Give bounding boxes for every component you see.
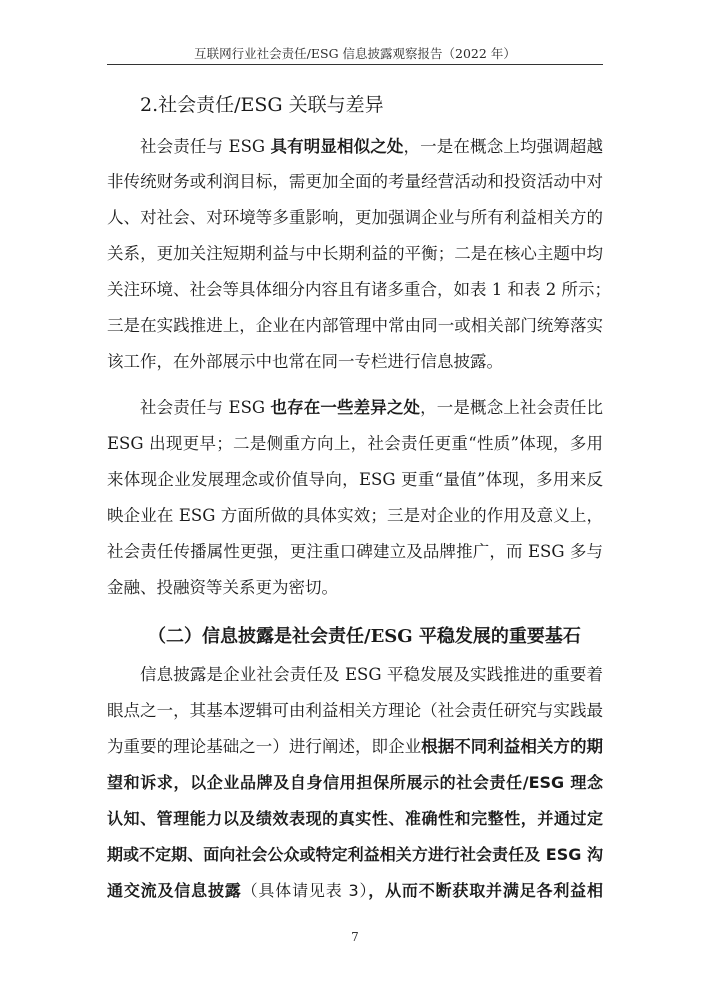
paragraph-line: 认知、管理能力以及绩效表现的真实性、准确性和完整性，并通过定 bbox=[107, 809, 603, 828]
subsection-heading: 2.社会责任/ESG 关联与差异 bbox=[140, 94, 384, 116]
emphasis-text: 根据不同利益相关方的期 bbox=[421, 737, 604, 756]
emphasis-text: 通交流及信息披露 bbox=[107, 881, 242, 900]
paragraph-line: 信息披露是企业社会责任及 ESG 平稳发展及实践推进的重要着 bbox=[140, 665, 603, 684]
text-run: 社会责任与 ESG bbox=[140, 137, 271, 156]
paragraph-line: 期或不定期、面向社会公众或特定利益相关方进行社会责任及 ESG 沟 bbox=[107, 845, 603, 864]
paragraph-line: 关系，更加关注短期利益与中长期利益的平衡；二是在核心主题中均 bbox=[107, 244, 603, 263]
emphasis-text: 也存在一些差异之处 bbox=[270, 398, 421, 417]
paragraph-line: 社会责任传播属性更强，更注重口碑建立及品牌推广，而 ESG 多与 bbox=[107, 542, 603, 561]
paragraph-line: 金融、投融资等关系更为密切。 bbox=[107, 578, 338, 597]
running-header: 互联网行业社会责任/ESG 信息披露观察报告（2022 年） bbox=[194, 46, 516, 61]
paragraph-line: 该工作，在外部展示中也常在同一专栏进行信息披露。 bbox=[107, 352, 503, 371]
paragraph-line: 映企业在 ESG 方面所做的具体实效；三是对企业的作用及意义上， bbox=[107, 506, 603, 525]
text-run: 为重要的理论基础之一）进行阐述，即企业 bbox=[107, 737, 422, 756]
paragraph-line: 望和诉求，以企业品牌及自身信用担保所展示的社会责任/ESG 理念 bbox=[107, 773, 603, 792]
emphasis-text: ，从而不断获取并满足各利益相 bbox=[368, 881, 603, 900]
header-divider bbox=[107, 64, 603, 65]
text-run: ，一是概念上社会责任比 bbox=[420, 398, 603, 417]
paragraph-line: ESG 出现更早；二是侧重方向上，社会责任更重“性质”体现，多用 bbox=[107, 434, 603, 453]
emphasis-text: 具有明显相似之处 bbox=[270, 137, 404, 156]
section-heading: （二）信息披露是社会责任/ESG 平稳发展的重要基石 bbox=[148, 626, 581, 647]
text-run: 社会责任与 ESG bbox=[140, 398, 271, 417]
page-number: 7 bbox=[351, 930, 359, 944]
paragraph-line: 来体现企业发展理念或价值导向，ESG 更重“量值”体现，多用来反 bbox=[107, 470, 603, 489]
text-run: （具体请见表 3） bbox=[241, 881, 369, 900]
paragraph-line bbox=[107, 881, 603, 901]
paragraph-line bbox=[107, 737, 603, 757]
paragraph-line bbox=[140, 398, 603, 418]
paragraph-line: 眼点之一，其基本逻辑可由利益相关方理论（社会责任研究与实践最 bbox=[107, 701, 603, 720]
paragraph-line: 非传统财务或利润目标，需更加全面的考量经营活动和投资活动中对 bbox=[107, 172, 603, 191]
paragraph-line: 关注环境、社会等具体细分内容且有诸多重合，如表 1 和表 2 所示； bbox=[107, 280, 611, 299]
paragraph-line bbox=[140, 137, 603, 157]
paragraph-line: 三是在实践推进上，企业在内部管理中常由同一或相关部门统筹落实 bbox=[107, 316, 603, 335]
paragraph-line: 人、对社会、对环境等多重影响，更加强调企业与所有利益相关方的 bbox=[107, 208, 603, 227]
text-run: ，一是在概念上均强调超越 bbox=[403, 137, 603, 156]
